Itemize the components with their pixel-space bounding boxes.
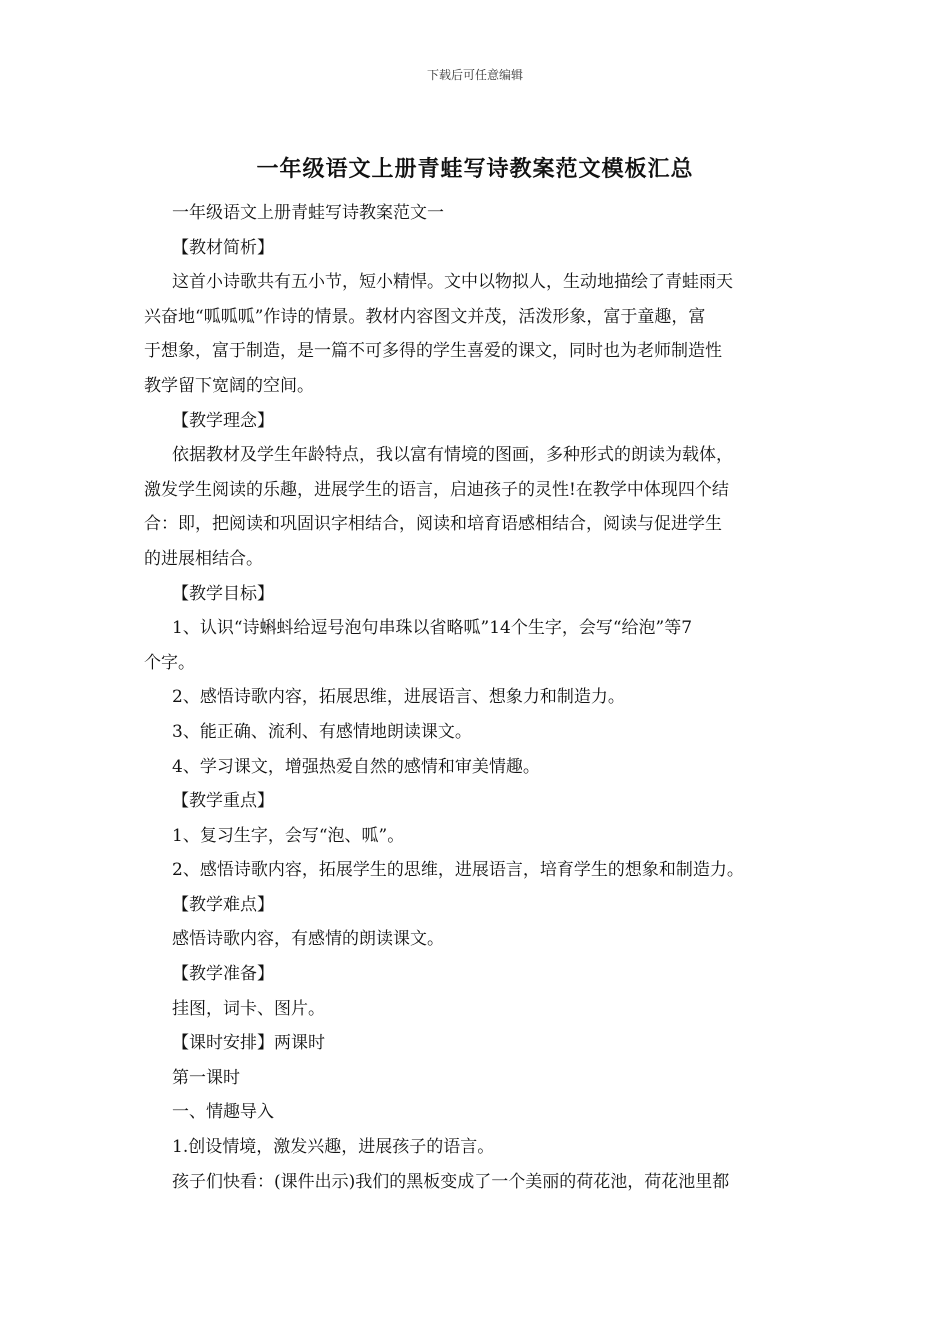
paragraph-line: 激发学生阅读的乐趣，进展学生的语言，启迪孩子的灵性!在教学中体现四个结 xyxy=(144,479,729,500)
subtitle: 一年级语文上册青蛙写诗教案范文一 xyxy=(172,203,444,223)
paragraph-line: 于想象，富于制造，是一篇不可多得的学生喜爱的课文，同时也为老师制造性 xyxy=(144,341,722,362)
paragraph-line: 的进展相结合。 xyxy=(144,548,263,569)
step-item: 1.创设情境，激发兴趣，进展孩子的语言。 xyxy=(172,1137,495,1158)
section-heading: 【教材简析】 xyxy=(172,237,274,258)
list-item: 1、复习生字，会写“泡、呱”。 xyxy=(172,825,405,846)
paragraph-line: 这首小诗歌共有五小节，短小精悍。文中以物拟人，生动地描绘了青蛙雨天 xyxy=(172,272,733,293)
paragraph-line: 挂图，词卡、图片。 xyxy=(172,998,325,1019)
paragraph-line: 合：即，把阅读和巩固识字相结合，阅读和培育语感相结合，阅读与促进学生 xyxy=(144,514,722,535)
section-heading: 【教学准备】 xyxy=(172,964,274,985)
paragraph-line: 孩子们快看：(课件出示)我们的黑板变成了一个美丽的荷花池，荷花池里都 xyxy=(172,1171,730,1192)
list-item: 2、感悟诗歌内容，拓展学生的思维，进展语言，培育学生的想象和制造力。 xyxy=(172,860,744,881)
list-item-continued: 个字。 xyxy=(144,652,195,673)
section-heading: 【课时安排】两课时 xyxy=(172,1033,325,1054)
section-heading: 【教学目标】 xyxy=(172,583,274,604)
list-item: 1、认识“诗蝌蚪给逗号泡句串珠以省略呱”14个生字，会写“给泡”等7 xyxy=(172,618,693,639)
paragraph-line: 兴奋地“呱呱呱”作诗的情景。教材内容图文并茂，活泼形象，富于童趣，富 xyxy=(144,306,706,327)
section-heading: 【教学重点】 xyxy=(172,791,274,812)
paragraph-line: 依据教材及学生年龄特点，我以富有情境的图画，多种形式的朗读为载体， xyxy=(172,445,733,466)
list-item: 4、学习课文，增强热爱自然的感情和审美情趣。 xyxy=(172,756,540,777)
paragraph-line: 教学留下宽阔的空间。 xyxy=(144,375,314,396)
list-item: 3、能正确、流利、有感情地朗读课文。 xyxy=(172,721,472,742)
document-title: 一年级语文上册青蛙写诗教案范文模板汇总 xyxy=(256,156,694,182)
page-header: 下载后可任意编辑 xyxy=(426,68,523,82)
section-heading: 【教学难点】 xyxy=(172,894,274,915)
section-heading: 【教学理念】 xyxy=(172,410,274,431)
document-body xyxy=(144,196,808,1199)
list-item: 2、感悟诗歌内容，拓展思维，进展语言、想象力和制造力。 xyxy=(172,687,625,708)
step-heading: 一、情趣导入 xyxy=(172,1102,274,1123)
lesson-heading: 第一课时 xyxy=(172,1067,240,1088)
paragraph-line: 感悟诗歌内容，有感情的朗读课文。 xyxy=(172,929,444,950)
